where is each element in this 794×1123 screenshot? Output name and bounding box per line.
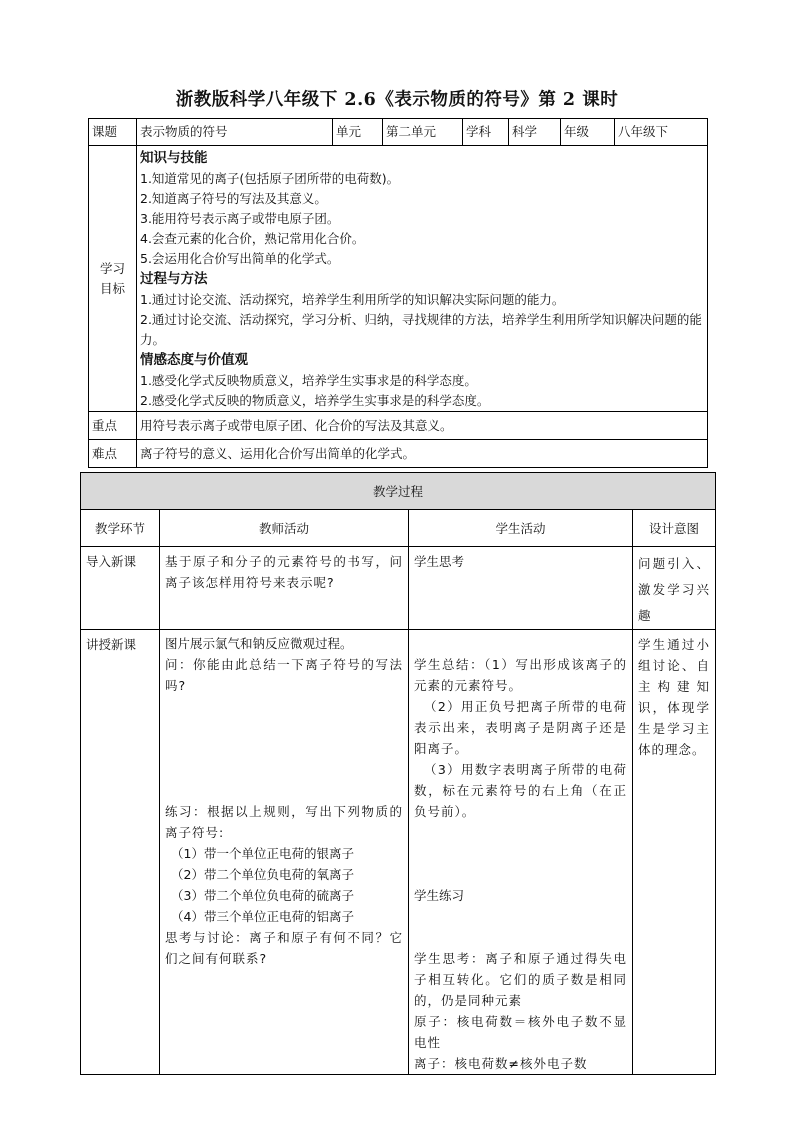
header-student: 学生活动 — [409, 510, 633, 547]
student-line: 学生总结：（1）写出形成该离子的元素的元素符号。 — [414, 657, 627, 693]
page-title: 浙教版科学八年级下 2.6《表示物质的符号》第 2 课时 — [175, 90, 619, 110]
header-teacher: 教师活动 — [160, 510, 409, 547]
header-intent: 设计意图 — [633, 510, 716, 547]
grade-value: 八年级下 — [615, 119, 708, 146]
knowledge-item: 1.知道常见的离子(包括原子团所带的电荷数)。 — [140, 171, 400, 186]
student-cell: 学生思考 — [409, 547, 633, 630]
teacher-line: （3）带二个单位负电荷的硫离子 — [171, 888, 354, 903]
intent-cell: 学生通过小组讨论、自主构建知识，体现学生是学习主体的理念。 — [633, 630, 716, 1075]
teaching-process-table — [80, 472, 716, 1075]
unit-value: 第二单元 — [383, 119, 463, 146]
knowledge-item: 5.会运用化合价写出简单的化学式。 — [140, 251, 340, 266]
stage-cell: 导入新课 — [81, 547, 160, 630]
teacher-line: （2）带二个单位负电荷的氧离子 — [171, 867, 354, 882]
difficulty-label: 难点 — [89, 440, 137, 468]
emotion-item: 1.感受化学式反映物质意义，培养学生实事求是的科学态度。 — [140, 373, 477, 388]
grade-label: 年级 — [561, 119, 615, 146]
emotion-heading: 情感态度与价值观 — [140, 352, 248, 368]
knowledge-item: 3.能用符号表示离子或带电原子团。 — [140, 211, 340, 226]
teacher-line: 问：你能由此总结一下离子符号的写法吗? — [165, 657, 403, 693]
goals-content — [137, 146, 708, 412]
topic-label: 课题 — [89, 119, 137, 146]
teacher-line: （1）带一个单位正电荷的银离子 — [171, 846, 354, 861]
student-line: 学生练习 — [414, 888, 465, 903]
teacher-line: 练习：根据以上规则，写出下列物质的离子符号: — [165, 804, 403, 840]
student-line: 离子：核电荷数≠核外电子数 — [414, 1056, 588, 1071]
difficulty-value: 离子符号的意义、运用化合价写出简单的化学式。 — [137, 440, 708, 468]
teacher-cell: 基于原子和分子的元素符号的书写，问离子该怎样用符号来表示呢? — [160, 547, 409, 630]
teacher-line: 图片展示氯气和钠反应微观过程。 — [165, 636, 353, 651]
student-cell — [409, 630, 633, 1075]
student-line: （2）用正负号把离子所带的电荷表示出来，表明离子是阴离子还是阳离子。 — [414, 699, 627, 756]
teacher-line: 思考与讨论：离子和原子有何不同？它们之间有何联系? — [165, 930, 403, 966]
stage-cell: 讲授新课 — [81, 630, 160, 1075]
process-item: 1.通过讨论交流、活动探究，培养学生利用所学的知识解决实际问题的能力。 — [140, 292, 565, 307]
unit-label: 单元 — [333, 119, 383, 146]
process-item: 2.通过讨论交流、活动探究，学习分析、归纳，寻找规律的方法，培养学生利用所学知识解决问题的能力。 — [140, 312, 702, 347]
subject-value: 科学 — [509, 119, 561, 146]
table-row — [81, 547, 716, 630]
key-label: 重点 — [89, 412, 137, 440]
process-heading: 过程与方法 — [140, 271, 208, 287]
student-line: 学生思考：离子和原子通过得失电子相互转化。它们的质子数是相同的，仍是同种元素 — [414, 951, 627, 1008]
student-line: 原子：核电荷数＝核外电子数不显电性 — [414, 1014, 627, 1050]
header-stage: 教学环节 — [81, 510, 160, 547]
topic-value: 表示物质的符号 — [137, 119, 333, 146]
table-row — [81, 630, 716, 1075]
goals-label — [89, 146, 137, 412]
subject-label: 学科 — [463, 119, 509, 146]
teacher-line: （4）带三个单位正电荷的铝离子 — [171, 909, 354, 924]
goals-label-line-1: 学习 — [99, 260, 125, 276]
intent-cell: 问题引入、激发学习兴趣 — [633, 547, 716, 630]
knowledge-heading: 知识与技能 — [140, 150, 208, 166]
lesson-info-table — [88, 118, 708, 468]
knowledge-item: 2.知道离子符号的写法及其意义。 — [140, 191, 327, 206]
student-line: （3）用数字表明离子所带的电荷数，标在元素符号的右上角（在正负号前）。 — [414, 762, 627, 819]
goals-label-line-2: 目标 — [99, 280, 125, 296]
process-title: 教学过程 — [81, 473, 716, 510]
knowledge-item: 4.会查元素的化合价，熟记常用化合价。 — [140, 231, 365, 246]
teacher-cell — [160, 630, 409, 1075]
key-value: 用符号表示离子或带电原子团、化合价的写法及其意义。 — [137, 412, 708, 440]
emotion-item: 2.感受化学式反映的物质意义，培养学生实事求是的科学态度。 — [140, 393, 490, 408]
